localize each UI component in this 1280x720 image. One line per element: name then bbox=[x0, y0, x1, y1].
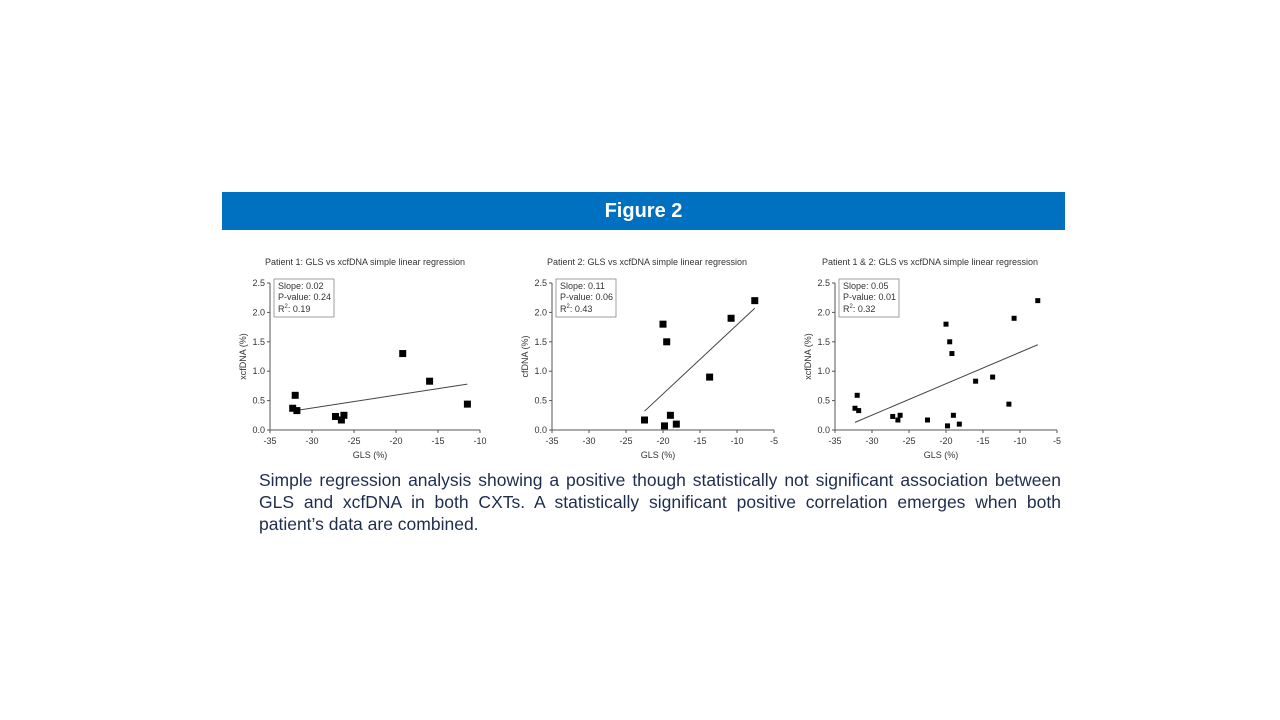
x-tick-label: -10 bbox=[1013, 436, 1027, 446]
chart-title: Patient 2: GLS vs xcfDNA simple linear regression bbox=[546, 257, 748, 267]
chart-patient-1 bbox=[235, 250, 515, 465]
x-tick-label: -20 bbox=[939, 436, 953, 446]
chart-patient-2 bbox=[517, 250, 797, 465]
y-axis-label: xcfDNA (%) bbox=[803, 333, 813, 380]
y-tick-label: 1.5 bbox=[817, 336, 830, 347]
data-point bbox=[951, 413, 956, 418]
data-point bbox=[399, 350, 406, 357]
x-tick-label: -25 bbox=[902, 436, 916, 446]
y-tick-label: 1.0 bbox=[534, 366, 547, 377]
x-tick-label: -10 bbox=[730, 436, 744, 446]
data-point bbox=[660, 321, 667, 328]
x-tick-label: -5 bbox=[769, 436, 779, 446]
data-point bbox=[944, 322, 949, 327]
data-point bbox=[673, 421, 680, 428]
x-axis-label: GLS (%) bbox=[923, 450, 959, 460]
x-tick-label: -20 bbox=[656, 436, 670, 446]
stats-r2-superscript: 2 bbox=[284, 304, 288, 310]
data-point bbox=[925, 418, 930, 423]
data-point bbox=[973, 379, 978, 384]
y-tick-label: 2.0 bbox=[817, 307, 830, 318]
stats-pvalue: P-value: 0.24 bbox=[278, 292, 332, 302]
data-point bbox=[641, 417, 648, 424]
data-point bbox=[340, 412, 347, 419]
x-axis-label: GLS (%) bbox=[640, 450, 676, 460]
x-tick-label: -10 bbox=[473, 436, 487, 446]
x-tick-label: -15 bbox=[693, 436, 707, 446]
x-tick-label: -35 bbox=[828, 436, 842, 446]
chart-title: Patient 1: GLS vs xcfDNA simple linear regression bbox=[264, 257, 466, 267]
x-tick-label: -25 bbox=[347, 436, 361, 446]
data-point bbox=[949, 351, 954, 356]
x-axis-label: GLS (%) bbox=[352, 450, 388, 460]
x-tick-label: -15 bbox=[976, 436, 990, 446]
data-point bbox=[751, 297, 758, 304]
figure-title: Figure 2 bbox=[604, 199, 683, 222]
data-point bbox=[706, 374, 713, 381]
data-point bbox=[292, 392, 299, 399]
y-axis-label: xcfDNA (%) bbox=[238, 333, 248, 380]
y-tick-label: 0.5 bbox=[252, 395, 265, 406]
x-tick-label: -5 bbox=[1052, 436, 1062, 446]
y-tick-label: 2.0 bbox=[252, 307, 265, 318]
stats-slope: Slope: 0.05 bbox=[843, 281, 889, 291]
data-point bbox=[667, 412, 674, 419]
chart-patient-1-and-2 bbox=[800, 250, 1080, 465]
y-tick-label: 0.5 bbox=[534, 395, 547, 406]
stats-pvalue: P-value: 0.06 bbox=[560, 292, 614, 302]
stats-r2-value: : 0.19 bbox=[287, 304, 311, 314]
x-tick-label: -35 bbox=[263, 436, 277, 446]
data-point bbox=[728, 315, 735, 322]
y-tick-label: 2.0 bbox=[534, 307, 547, 318]
y-tick-label: 1.5 bbox=[252, 336, 265, 347]
y-axis-label: cfDNA (%) bbox=[520, 335, 530, 378]
data-point bbox=[663, 338, 670, 345]
data-point bbox=[890, 414, 895, 419]
y-tick-label: 2.5 bbox=[534, 278, 547, 288]
stats-r2-superscript: 2 bbox=[566, 304, 570, 310]
data-point bbox=[661, 422, 668, 429]
data-point bbox=[856, 408, 861, 413]
stats-r2 bbox=[560, 304, 592, 314]
data-point bbox=[947, 339, 952, 344]
y-tick-label: 2.5 bbox=[252, 278, 265, 288]
figure-caption: Simple regression analysis showing a positive though statistically not significant association between GLS and xcfDNA in both CXTs. A statistically significant positive correlation emerges when both patient’s data are combined. bbox=[259, 470, 1061, 534]
x-tick-label: -35 bbox=[545, 436, 559, 446]
x-tick-label: -15 bbox=[431, 436, 445, 446]
y-tick-label: 1.0 bbox=[252, 366, 265, 377]
stats-r2-value: : 0.32 bbox=[852, 304, 876, 314]
y-tick-label: 1.5 bbox=[534, 336, 547, 347]
figure-banner bbox=[222, 192, 1065, 230]
data-point bbox=[1012, 316, 1017, 321]
data-point bbox=[990, 375, 995, 380]
stats-pvalue: P-value: 0.01 bbox=[843, 292, 897, 302]
stats-r2-prefix: R bbox=[278, 304, 285, 314]
data-point bbox=[426, 378, 433, 385]
x-tick-label: -30 bbox=[305, 436, 319, 446]
regression-line bbox=[855, 345, 1038, 423]
data-point bbox=[945, 423, 950, 428]
y-tick-label: 0.5 bbox=[817, 395, 830, 406]
stats-r2-value: : 0.43 bbox=[569, 304, 593, 314]
x-tick-label: -30 bbox=[865, 436, 879, 446]
y-tick-label: 0.0 bbox=[817, 425, 830, 435]
data-point bbox=[1006, 402, 1011, 407]
y-tick-label: 0.0 bbox=[534, 425, 547, 435]
y-tick-label: 2.5 bbox=[817, 278, 830, 288]
data-point bbox=[464, 401, 471, 408]
data-point bbox=[895, 418, 900, 423]
data-point bbox=[957, 422, 962, 427]
stats-slope: Slope: 0.02 bbox=[278, 281, 324, 291]
y-tick-label: 1.0 bbox=[817, 366, 830, 377]
data-point bbox=[855, 393, 860, 398]
stats-r2-prefix: R bbox=[560, 304, 567, 314]
stats-slope: Slope: 0.11 bbox=[560, 281, 605, 291]
regression-line bbox=[295, 384, 467, 410]
data-point bbox=[898, 413, 903, 418]
chart-title: Patient 1 & 2: GLS vs xcfDNA simple linear regression bbox=[821, 257, 1039, 267]
stats-r2 bbox=[278, 304, 310, 314]
y-tick-label: 0.0 bbox=[252, 425, 265, 435]
stats-box bbox=[274, 279, 334, 317]
data-point bbox=[1035, 298, 1040, 303]
x-tick-label: -20 bbox=[389, 436, 403, 446]
stats-box bbox=[839, 279, 899, 317]
x-tick-label: -30 bbox=[582, 436, 596, 446]
x-tick-label: -25 bbox=[619, 436, 633, 446]
stats-r2-prefix: R bbox=[843, 304, 850, 314]
stats-box bbox=[556, 279, 616, 317]
data-point bbox=[293, 407, 300, 414]
stats-r2 bbox=[843, 304, 875, 314]
stats-r2-superscript: 2 bbox=[849, 304, 853, 310]
